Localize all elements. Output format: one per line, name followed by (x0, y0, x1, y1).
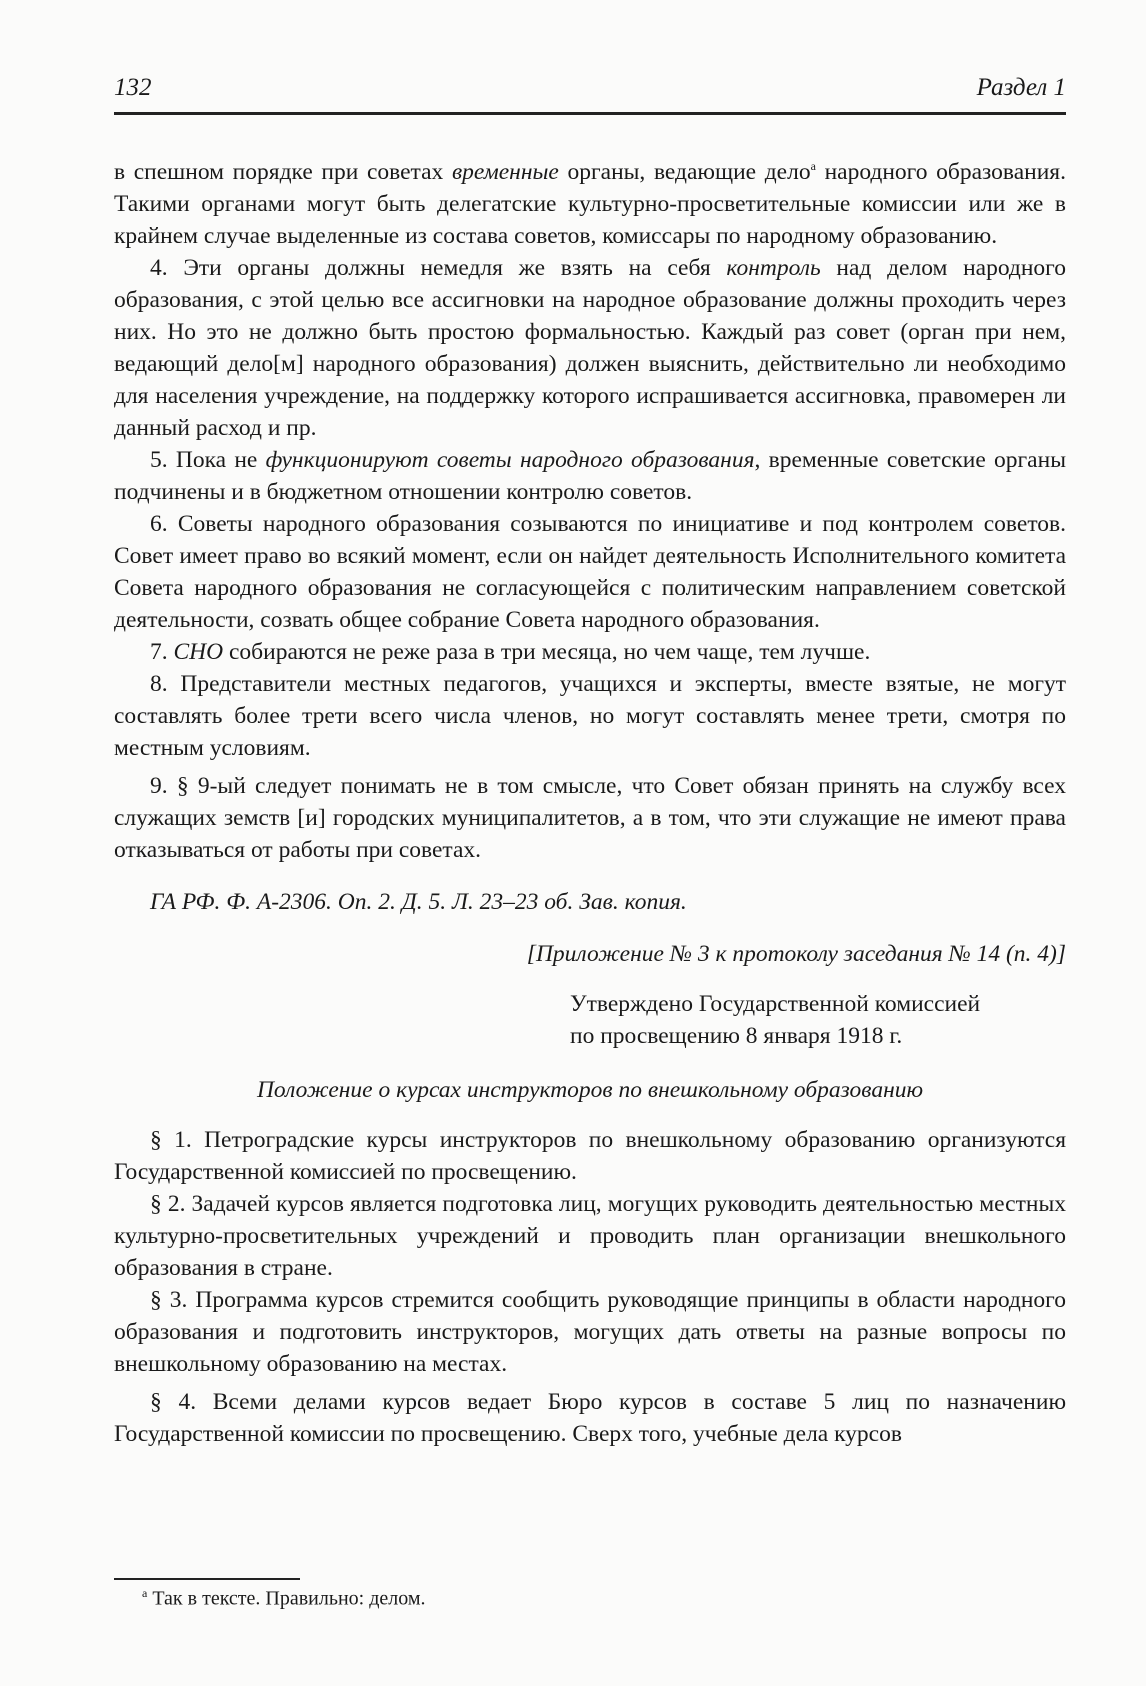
paragraph-4: 4. Эти органы должны немедля же взять на себя контроль над делом народного образования, с этой целью все ассигновки на народное образование должны проходить через них. Но это не должно быть простою формальностью. Каждый раз совет (орган при нем, ведающий дело[м] народного образования) должен выяснить, действительно ли необходимо для населения учреждение, на поддержку которого испрашивается ассигновка, правомерен ли данный расход и пр. (114, 254, 1066, 441)
paragraph-intro: в спешном порядке при советах временные органы, ведающие дело$^а$ народного образования. Такими органами могут быть делегатские культурно-просветительные комиссии или же в крайнем случае выделенные из состава советов, комиссары по народному образованию. (114, 158, 1066, 249)
footnote-marker: а (142, 1586, 148, 1600)
approval-note: Утверждено Государственной комиссией по просвещению 8 января 1918 г. (570, 990, 981, 1049)
page-number: 132 (114, 74, 152, 101)
section-4: § 4. Всеми делами курсов ведает Бюро курсов в составе 5 лиц по назначению Государственной комиссии по просвещению. Сверх того, учебные дела курсов (114, 1388, 1066, 1447)
document-title: Положение о курсах инструкторов по внешкольному образованию (256, 1076, 924, 1103)
paragraph-6: 6. Советы народного образования созываются по инициативе и под контролем советов. Совет имеет право во всякий момент, если он найдет деятельность Исполнительного комитета Совета народного образования не согласующейся с политическим направлением советской деятельности, созвать общее собрание Совета народного образования. (114, 510, 1066, 633)
header-rule (114, 112, 1066, 115)
main-text (114, 150, 1066, 1450)
footnote-text: Так в тексте. Правильно: делом. (147, 1587, 426, 1610)
section-2: § 2. Задачей курсов является подготовка лиц, могущих руководить деятельностью местных культурно-просветительных учреждений и проводить план организации внешкольного образования в стране. (114, 1190, 1066, 1281)
footnote-rule (114, 1578, 300, 1580)
annex-heading: [Приложение № 3 к протоколу заседания № 14 (п. 4)] (526, 940, 1066, 967)
paragraph-7: 7. СНО собираются не реже раза в три месяца, но чем чаще, тем лучше. (150, 638, 871, 665)
footnote (142, 1586, 426, 1611)
section-3: § 3. Программа курсов стремится сообщить руководящие принципы в области народного образования и подготовить инструкторов, могущих дать ответы на разные вопросы по внешкольному образованию на местах. (114, 1286, 1066, 1377)
footnote-ref: а (810, 159, 816, 173)
paragraph-8: 8. Представители местных педагогов, учащихся и эксперты, вместе взятые, не могут составлять более трети всего числа членов, но могут составлять менее трети, смотря по местным условиям. (114, 670, 1066, 761)
paragraph-9: 9. § 9-ый следует понимать не в том смысле, что Совет обязан принять на службу всех служащих земств [и] городских муниципалитетов, а в том, что эти служащие не имеют права отказываться от работы при советах. (114, 772, 1066, 863)
running-header (114, 74, 1066, 114)
archive-source: ГА РФ. Ф. А-2306. Оп. 2. Д. 5. Л. 23–23 об. Зав. копия. (150, 888, 687, 915)
section-1: § 1. Петроградские курсы инструкторов по внешкольному образованию организуются Государственной комиссией по просвещению. (114, 1126, 1066, 1185)
section-title: Раздел 1 (976, 74, 1066, 101)
paragraph-5: 5. Пока не функционируют советы народного образования, временные советские органы подчинены и в бюджетном отношении контролю советов. (114, 446, 1066, 505)
